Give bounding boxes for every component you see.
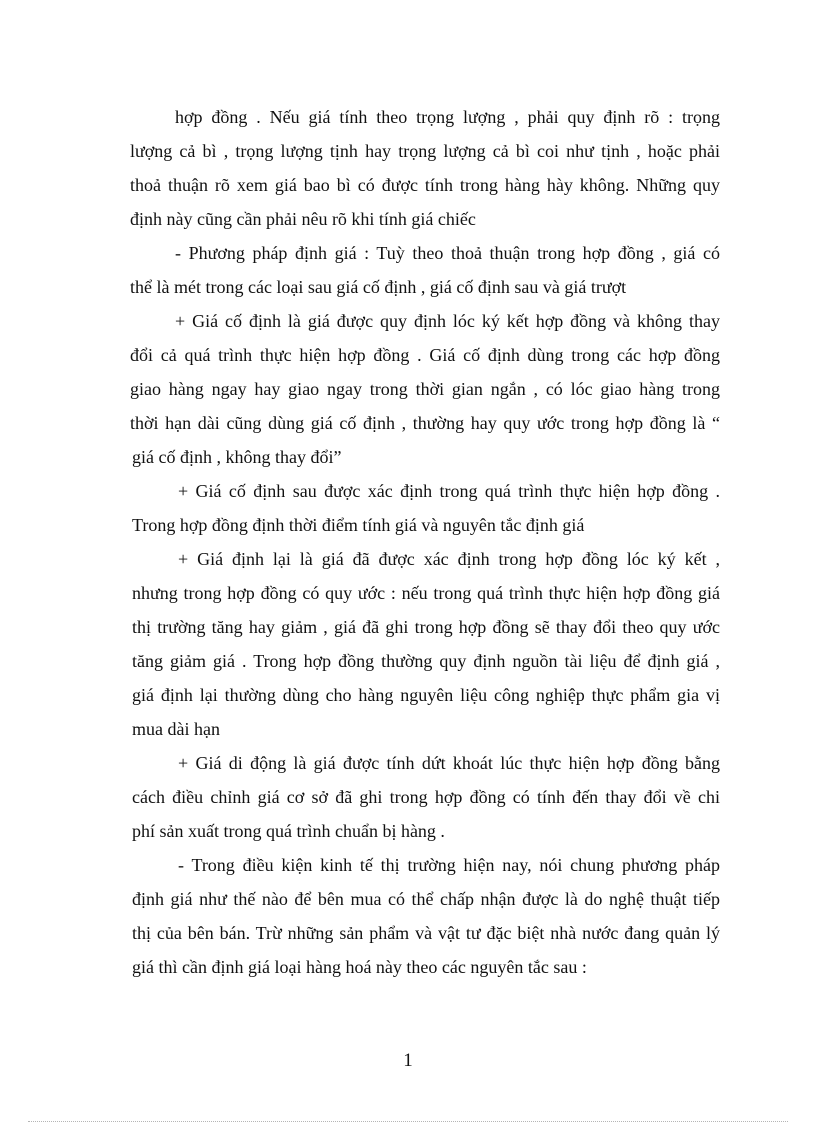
text-line: giá thì cần định giá loại hàng hoá này theo các nguyên tắc sau : [132,957,587,977]
text-line: định này cũng cần phải nêu rõ khi tính giá chiếc [130,209,476,229]
text-line: cách điều chỉnh giá cơ sở đã ghi trong hợp đồng có tính đến thay đổi về chi [132,787,720,807]
text-line: - Trong điều kiện kinh tế thị trường hiện nay, nói chung phương pháp [178,855,720,875]
text-line: Trong hợp đồng định thời điểm tính giá và nguyên tắc định giá [132,515,585,535]
text-line: thị trường tăng hay giảm , giá đã ghi trong hợp đồng sẽ thay đổi theo quy ước [132,617,720,637]
text-line: thể là mét trong các loại sau giá cố định , giá cố định sau và giá trượt [130,277,627,297]
text-line: thoả thuận rõ xem giá bao bì có được tính trong hàng hày không. Những quy [130,175,720,195]
text-line: + Giá di động là giá được tính dứt khoát lúc thực hiện hợp đồng bằng [178,753,720,773]
text-line: lượng cả bì , trọng lượng tịnh hay trọng lượng cả bì coi như tịnh , hoặc phải [130,141,720,161]
text-line: giao hàng ngay hay giao ngay trong thời gian ngắn , có lóc giao hàng trong [130,379,720,399]
text-line: + Giá định lại là giá đã được xác định trong hợp đồng lóc ký kết , [178,549,720,569]
text-line: phí sản xuất trong quá trình chuẩn bị hàng . [132,821,445,841]
text-line: - Phương pháp định giá : Tuỳ theo thoả thuận trong hợp đồng , giá có [175,243,720,263]
text-line: giá định lại thường dùng cho hàng nguyên liệu công nghiệp thực phẩm gia vị [132,685,720,705]
footer-divider [28,1121,788,1122]
text-line: thời hạn dài cũng dùng giá cố định , thường hay quy ước trong hợp đồng là “ [130,413,720,433]
text-line: mua dài hạn [132,719,220,739]
document-body [130,100,720,984]
text-line: + Giá cố định sau được xác định trong quá trình thực hiện hợp đồng . [178,481,720,501]
text-line: định giá như thế nào để bên mua có thể chấp nhận được là do nghệ thuật tiếp [132,889,720,909]
text-line: giá cố định , không thay đổi” [132,447,342,467]
text-line: nhưng trong hợp đồng có quy ước : nếu trong quá trình thực hiện hợp đồng giá [132,583,720,603]
text-line: thị của bên bán. Trừ những sản phẩm và vật tư đặc biệt nhà nước đang quản lý [132,923,720,943]
text-line: tăng giảm giá . Trong hợp đồng thường quy định nguồn tài liệu để định giá , [132,651,720,671]
text-line: đổi cả quá trình thực hiện hợp đồng . Giá cố định dùng trong các hợp đồng [130,345,720,365]
text-line: + Giá cố định là giá được quy định lóc ký kết hợp đồng và không thay [175,311,720,331]
page-number: 1 [403,1050,413,1071]
text-line: hợp đồng . Nếu giá tính theo trọng lượng , phải quy định rõ : trọng [175,107,720,127]
